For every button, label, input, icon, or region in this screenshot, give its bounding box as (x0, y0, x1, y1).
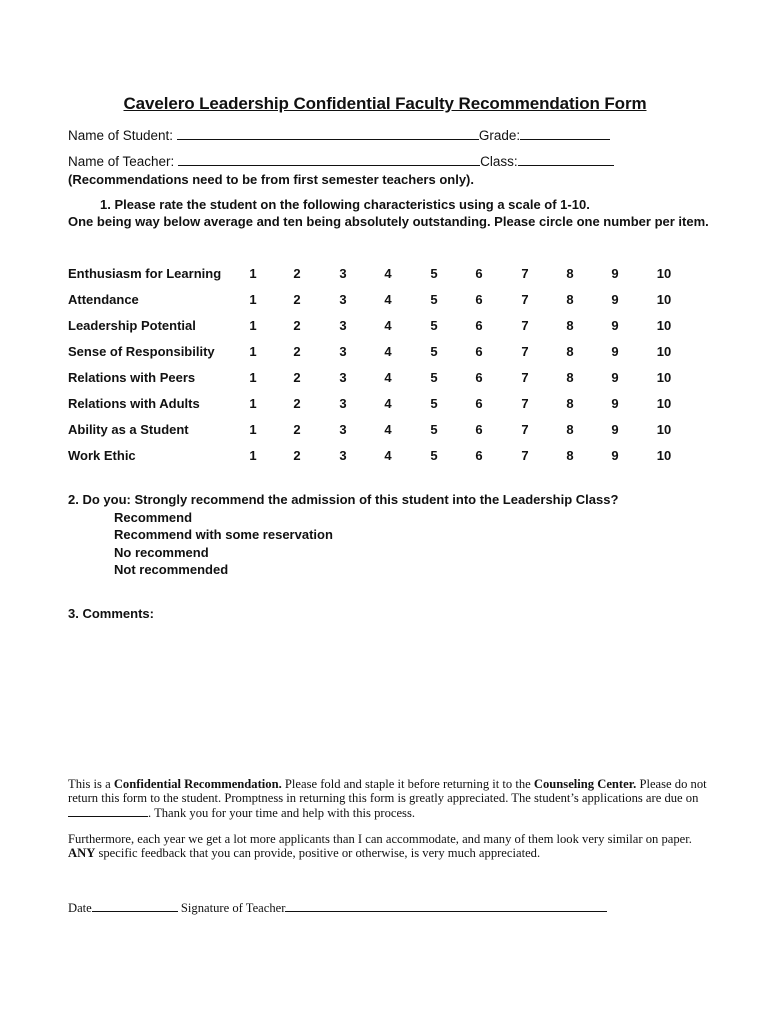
rating-option[interactable]: 6 (475, 370, 483, 385)
rating-item-label: Work Ethic (68, 448, 136, 463)
rating-option[interactable]: 2 (293, 292, 301, 307)
rating-item-label: Relations with Peers (68, 370, 196, 385)
rating-option[interactable]: 1 (249, 344, 257, 359)
rating-option[interactable]: 3 (339, 396, 347, 411)
rating-option[interactable]: 2 (293, 396, 301, 411)
rating-option[interactable]: 1 (249, 370, 257, 385)
rating-option[interactable]: 10 (656, 370, 672, 385)
rating-option[interactable]: 6 (475, 344, 483, 359)
rating-option[interactable]: 6 (475, 396, 483, 411)
signature-field[interactable] (285, 900, 607, 912)
rating-option[interactable]: 10 (656, 396, 672, 411)
rating-option[interactable]: 6 (475, 448, 483, 463)
footer-paragraph-1 (68, 777, 708, 820)
rating-option[interactable]: 1 (249, 318, 257, 333)
rating-option[interactable]: 4 (384, 396, 392, 411)
rating-option[interactable]: 8 (566, 448, 574, 463)
footer-text: specific feedback that you can provide, positive or otherwise, is very much appreciated. (95, 846, 541, 860)
rating-item-label: Attendance (68, 292, 139, 307)
due-date-field[interactable] (68, 805, 148, 817)
rating-option[interactable]: 10 (656, 344, 672, 359)
rating-option[interactable]: 7 (521, 292, 529, 307)
footer-text: Please fold and staple it before returning it to the (281, 777, 534, 791)
rating-option[interactable]: 5 (430, 396, 438, 411)
rating-option[interactable]: 7 (521, 318, 529, 333)
rating-option[interactable]: 2 (293, 370, 301, 385)
rating-option[interactable]: 4 (384, 318, 392, 333)
rating-option[interactable]: 1 (249, 292, 257, 307)
any-emphasis: ANY (68, 846, 96, 860)
rating-option[interactable]: 10 (656, 422, 672, 437)
rating-option[interactable]: 8 (566, 292, 574, 307)
rating-option[interactable]: 1 (249, 266, 257, 281)
rating-option[interactable]: 4 (384, 370, 392, 385)
rating-option[interactable]: 2 (293, 422, 301, 437)
rating-option[interactable]: 10 (656, 318, 672, 333)
q2-option-not-recommended[interactable]: Not recommended (114, 562, 229, 577)
rating-option[interactable]: 2 (293, 448, 301, 463)
rating-option[interactable]: 3 (339, 292, 347, 307)
rating-option[interactable]: 3 (339, 318, 347, 333)
rating-option[interactable]: 7 (521, 448, 529, 463)
rating-option[interactable]: 3 (339, 448, 347, 463)
student-name-field[interactable] (177, 127, 479, 140)
rating-option[interactable]: 8 (566, 344, 574, 359)
rating-option[interactable]: 9 (611, 344, 619, 359)
rating-option[interactable]: 2 (293, 344, 301, 359)
rating-option[interactable]: 10 (656, 266, 672, 281)
q2-option-reservation[interactable]: Recommend with some reservation (114, 527, 333, 542)
rating-option[interactable]: 7 (521, 344, 529, 359)
rating-option[interactable]: 7 (521, 396, 529, 411)
rating-option[interactable]: 2 (293, 318, 301, 333)
class-label: Class: (480, 154, 518, 169)
rating-item-label: Enthusiasm for Learning (68, 266, 222, 281)
rating-option[interactable]: 4 (384, 422, 392, 437)
rating-option[interactable]: 7 (521, 266, 529, 281)
q2-option-no-recommend[interactable]: No recommend (114, 545, 209, 560)
rating-option[interactable]: 10 (656, 448, 672, 463)
rating-option[interactable]: 6 (475, 422, 483, 437)
rating-option[interactable]: 5 (430, 266, 438, 281)
rating-option[interactable]: 9 (611, 370, 619, 385)
date-field[interactable] (92, 900, 178, 912)
grade-field[interactable] (520, 127, 610, 140)
rating-item-label: Relations with Adults (68, 396, 200, 411)
rating-option[interactable]: 5 (430, 422, 438, 437)
teacher-row (68, 153, 614, 169)
rating-option[interactable]: 3 (339, 422, 347, 437)
q2-question: 2. Do you: Strongly recommend the admission of this student into the Leadership Class? (68, 492, 619, 507)
q1-line2: One being way below average and ten being absolutely outstanding. Please circle one number per item. (68, 214, 709, 229)
class-field[interactable] (518, 153, 614, 166)
rating-option[interactable]: 7 (521, 370, 529, 385)
counseling-center-emphasis: Counseling Center. (533, 777, 637, 791)
q2-option-recommend[interactable]: Recommend (114, 510, 193, 525)
rating-option[interactable]: 8 (566, 422, 574, 437)
rating-option[interactable]: 5 (430, 370, 438, 385)
rating-option[interactable]: 10 (656, 292, 672, 307)
rating-option[interactable]: 9 (611, 292, 619, 307)
rating-option[interactable]: 2 (293, 266, 301, 281)
rating-option[interactable]: 3 (339, 370, 347, 385)
rating-option[interactable]: 1 (249, 448, 257, 463)
rating-option[interactable]: 4 (384, 344, 392, 359)
rating-option[interactable]: 9 (611, 396, 619, 411)
rating-option[interactable]: 5 (430, 318, 438, 333)
rating-option[interactable]: 9 (611, 266, 619, 281)
date-label: Date (68, 901, 92, 915)
rating-option[interactable]: 8 (566, 396, 574, 411)
rating-option[interactable]: 1 (249, 422, 257, 437)
teacher-name-field[interactable] (178, 153, 480, 166)
footer-text: Furthermore, each year we get a lot more applicants than I can accommodate, and many of them look very similar on paper. (68, 832, 692, 846)
signature-label: Signature of Teacher (177, 901, 286, 915)
student-row (68, 127, 610, 143)
grade-label: Grade: (478, 128, 521, 143)
q1-line1: 1. Please rate the student on the following characteristics using a scale of 1-10. (100, 197, 590, 212)
rating-option[interactable]: 5 (430, 344, 438, 359)
rating-option[interactable]: 4 (384, 266, 392, 281)
footer-text: . Thank you for your time and help with this process. (148, 806, 415, 820)
confidential-emphasis: Confidential Recommendation. (113, 777, 282, 791)
form-title: Cavelero Leadership Confidential Faculty Recommendation Form (123, 94, 647, 113)
rating-option[interactable]: 1 (249, 396, 257, 411)
teacher-note: (Recommendations need to be from first semester teachers only). (68, 172, 474, 187)
student-label: Name of Student: (68, 128, 174, 143)
rating-option[interactable]: 5 (430, 448, 438, 463)
rating-item-label: Ability as a Student (68, 422, 189, 437)
rating-option[interactable]: 9 (611, 318, 619, 333)
rating-option[interactable]: 4 (384, 292, 392, 307)
q3-label: 3. Comments: (68, 606, 154, 621)
rating-option[interactable]: 6 (475, 318, 483, 333)
rating-option[interactable]: 9 (611, 422, 619, 437)
rating-option[interactable]: 8 (566, 318, 574, 333)
footer-text: Please do not return this form to the student. Promptness in returning this form is greatly appreciated. The student’s applications are due on (68, 777, 707, 805)
rating-option[interactable]: 5 (430, 292, 438, 307)
rating-option[interactable]: 3 (339, 344, 347, 359)
footer-text: This is a (68, 777, 114, 791)
rating-option[interactable]: 8 (566, 370, 574, 385)
comments-area[interactable] (68, 626, 708, 766)
rating-option[interactable]: 6 (475, 292, 483, 307)
footer-paragraph-2 (68, 832, 708, 860)
rating-item-label: Sense of Responsibility (68, 344, 215, 359)
rating-option[interactable]: 3 (339, 266, 347, 281)
rating-option[interactable]: 8 (566, 266, 574, 281)
rating-option[interactable]: 6 (475, 266, 483, 281)
rating-item-label: Leadership Potential (68, 318, 196, 333)
teacher-label: Name of Teacher: (68, 154, 175, 169)
rating-option[interactable]: 4 (384, 448, 392, 463)
rating-option[interactable]: 9 (611, 448, 619, 463)
signature-row (68, 900, 607, 915)
rating-option[interactable]: 7 (521, 422, 529, 437)
